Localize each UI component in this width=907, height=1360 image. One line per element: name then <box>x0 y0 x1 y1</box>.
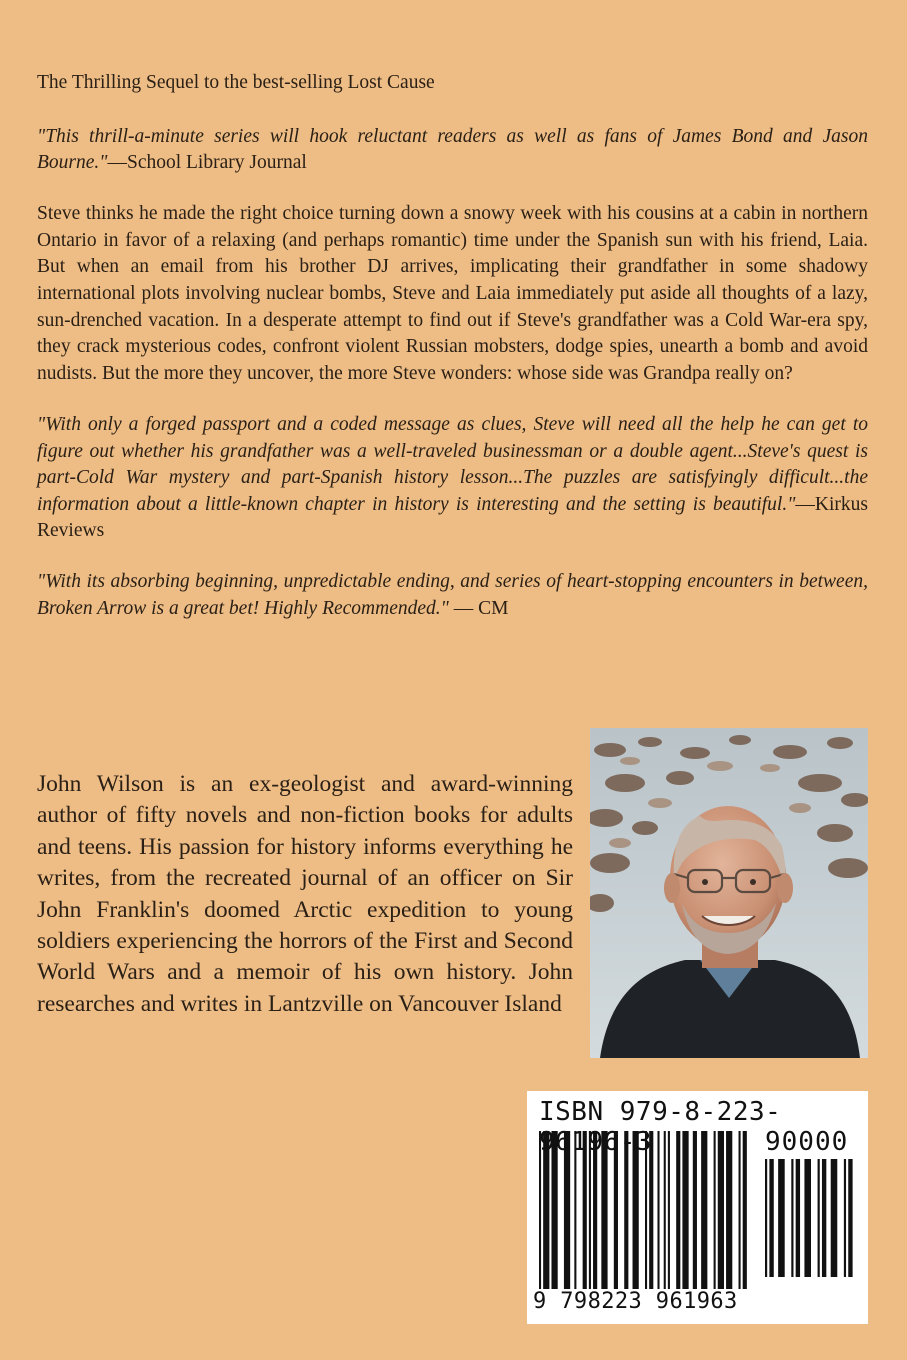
barcode-bar <box>614 1131 618 1289</box>
barcode-bar <box>574 1131 576 1289</box>
barcode-bar <box>543 1131 549 1289</box>
barcode-bar <box>645 1131 647 1289</box>
barcode-bar <box>593 1131 597 1289</box>
isbn-label: ISBN 979-8-223- 6196-3 <box>539 1097 782 1157</box>
barcode-bar <box>664 1131 666 1289</box>
barcode-bar <box>564 1131 570 1289</box>
review-kirkus <box>37 412 868 545</box>
barcode-bar <box>818 1159 820 1277</box>
barcode-bar <box>822 1159 826 1277</box>
review-source: — CM <box>448 598 509 619</box>
barcode-bar <box>796 1159 800 1277</box>
barcode-bar <box>682 1131 688 1289</box>
barcode-bar <box>769 1159 773 1277</box>
review-cm <box>37 569 868 622</box>
barcode-bar <box>831 1159 838 1277</box>
barcode-bar <box>668 1131 670 1289</box>
tagline: The Thrilling Sequel to the best-selling Lost Cause <box>37 72 435 93</box>
barcode-bar <box>701 1131 707 1289</box>
review-quote: "With only a forged passport and a coded message as clues, Steve will need all the help he can get to figure out whether his grandfather was a well-traveled businessman or a double agent...Steve's quest is part-Cold War mystery and part-Spanish history lesson...The puzzles are satisfyingly difficult...the information about a little-known chapter in history is interesting and the setting is beautiful." <box>37 413 868 515</box>
ean-digits: 9 798223 961963 <box>533 1289 738 1314</box>
barcode-bar <box>551 1131 557 1289</box>
barcode-bar <box>844 1159 846 1277</box>
barcode-bar <box>739 1131 741 1289</box>
review-quote: "With its absorbing beginning, unpredictable ending, and series of heart-stopping encounters in between, Broken Arrow is a great bet! Highly Recommended." <box>37 571 868 619</box>
barcode-bar <box>583 1131 587 1289</box>
barcode-bar <box>791 1159 793 1277</box>
barcode-bar <box>589 1131 591 1289</box>
author-portrait-image <box>590 728 868 1058</box>
barcode-bar <box>743 1131 747 1289</box>
barcode-bar <box>633 1131 639 1289</box>
isbn-barcode <box>527 1091 868 1324</box>
author-photo <box>590 728 868 1058</box>
review-source: —School Library Journal <box>107 152 307 174</box>
barcode-bar <box>601 1131 607 1289</box>
barcode-bar <box>848 1159 852 1277</box>
barcode-bar <box>676 1131 680 1289</box>
barcode-bar <box>804 1159 811 1277</box>
ean-barcode-bars <box>539 1131 751 1289</box>
barcode-bar <box>649 1131 653 1289</box>
barcode-bar <box>726 1131 732 1289</box>
author-bio: John Wilson is an ex-geologist and award-winning author of fifty novels and non-fiction books for adults and teens. His passion for history informs everything he writes, from the recreated journal of an officer on Sir John Franklin's doomed Arctic expedition to young soldiers experiencing the horrors of the First and Second World Wars and a memoir of his own history. John researches and writes in Lantzville on Vancouver Island <box>37 771 573 1017</box>
price-code: 90000 <box>765 1127 849 1157</box>
blurb-section <box>37 70 868 647</box>
barcode-bar <box>539 1131 541 1289</box>
barcode-bar <box>657 1131 659 1289</box>
synopsis: Steve thinks he made the right choice turning down a snowy week with his cousins at a cabin in northern Ontario in favor of a relaxing (and perhaps romantic) time under the Spanish sun with his friend, Laia. But when an email from his brother DJ arrives, implicating their grandfather in some shadowy international plots involving nuclear bombs, Steve and Laia immediately put aside all thoughts of a lazy, sun-drenched vacation. In a desperate attempt to find out if Steve's grandfather was a Cold War-era spy, they crack mysterious codes, confront violent Russian mobsters, dodge spies, unearth a bomb and avoid nudists. But the more they uncover, the more Steve wonders: whose side was Grandpa really on? <box>37 203 868 384</box>
review-source: —Kirkus Reviews <box>37 493 868 542</box>
barcode-bar <box>693 1131 697 1289</box>
barcode-bar <box>778 1159 785 1277</box>
addon-barcode-bars <box>765 1159 857 1277</box>
review-school-library-journal <box>37 124 868 177</box>
barcode-bar <box>718 1131 724 1289</box>
review-quote: "This thrill-a-minute series will hook reluctant readers as well as fans of James Bond and Jason Bourne." <box>37 125 868 174</box>
barcode-bar <box>624 1131 628 1289</box>
barcode-bar <box>765 1159 767 1277</box>
barcode-bar <box>714 1131 716 1289</box>
